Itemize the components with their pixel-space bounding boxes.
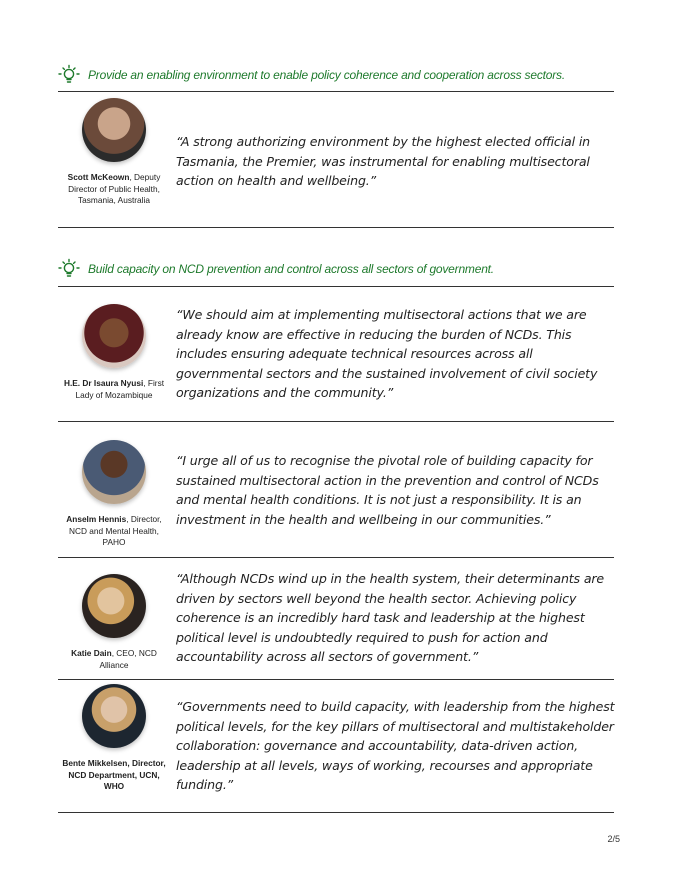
speaker-role: , First Lady of Mozambique: [75, 378, 165, 400]
avatar: [82, 440, 146, 504]
speaker-name: Katie Dain: [71, 648, 112, 658]
lightbulb-icon: [58, 258, 80, 280]
quote-text: “A strong authorizing environment by the highest elected official in Tasmania, the Premier, was instrumental for enabling multisectoral action on health and wellbeing.”: [176, 134, 591, 189]
page-number: 2/5: [607, 834, 620, 844]
speaker: [60, 98, 168, 207]
speaker: [60, 304, 168, 401]
speaker-role: , Deputy Director of Public Health, Tasmania, Australia: [68, 172, 161, 205]
speaker: [60, 574, 168, 671]
divider: [58, 286, 614, 287]
speaker-name: Scott McKeown: [67, 172, 130, 182]
speaker-role: , Director, NCD and Mental Health, PAHO: [69, 514, 162, 547]
section-heading: [58, 254, 614, 284]
divider: [58, 91, 614, 92]
section-title: Provide an enabling environment to enable policy coherence and cooperation across sectors.: [88, 68, 565, 82]
quote-text: “Governments need to build capacity, with leadership from the highest political levels, for the key pillars of multisectoral and multistakeholder collaboration: governance and accountability, data-driven action, leadership at all levels, ways of working, recourses and appropriate funding.”: [176, 699, 615, 793]
speaker-name: H.E. Dr Isaura Nyusi: [63, 378, 144, 388]
quote-text: “Although NCDs wind up in the health system, their determinants are driven by sectors well beyond the health sector. Achieving policy coherence is an incredibly hard task and leadership at the highest political level is undoubtedly required to push for action and accountability across all sectors of government.”: [176, 571, 605, 665]
quote-text: “We should aim at implementing multisectoral actions that we are already know are effective in reducing the burden of NCDs. This includes ensuring adequate technical resources across all governmental sectors and the sustained involvement of civil society organizations and the community.”: [176, 307, 598, 401]
speaker-name: Anselm Hennis: [66, 514, 127, 524]
avatar: [82, 98, 146, 162]
divider: [58, 557, 614, 558]
quote-text: “I urge all of us to recognise the pivotal role of building capacity for sustained multisectoral action in the prevention and control of NCDs and mental health conditions. It is not just a responsibility. It is an investment in the health and wellbeing in our communities.”: [176, 453, 599, 527]
speaker: [60, 684, 168, 793]
divider: [58, 421, 614, 422]
section-title: Build capacity on NCD prevention and control across all sectors of government.: [88, 262, 494, 276]
avatar: [82, 574, 146, 638]
avatar: [82, 304, 146, 368]
lightbulb-icon: [58, 64, 80, 86]
divider: [58, 679, 614, 680]
speaker: [60, 440, 168, 549]
divider: [58, 227, 614, 228]
divider: [58, 812, 614, 813]
section-heading: [58, 60, 614, 90]
speaker-name: Bente Mikkelsen, Director, NCD Department, UCN, WHO: [62, 758, 166, 791]
speaker-role: , CEO, NCD Alliance: [99, 648, 157, 670]
avatar: [82, 684, 146, 748]
